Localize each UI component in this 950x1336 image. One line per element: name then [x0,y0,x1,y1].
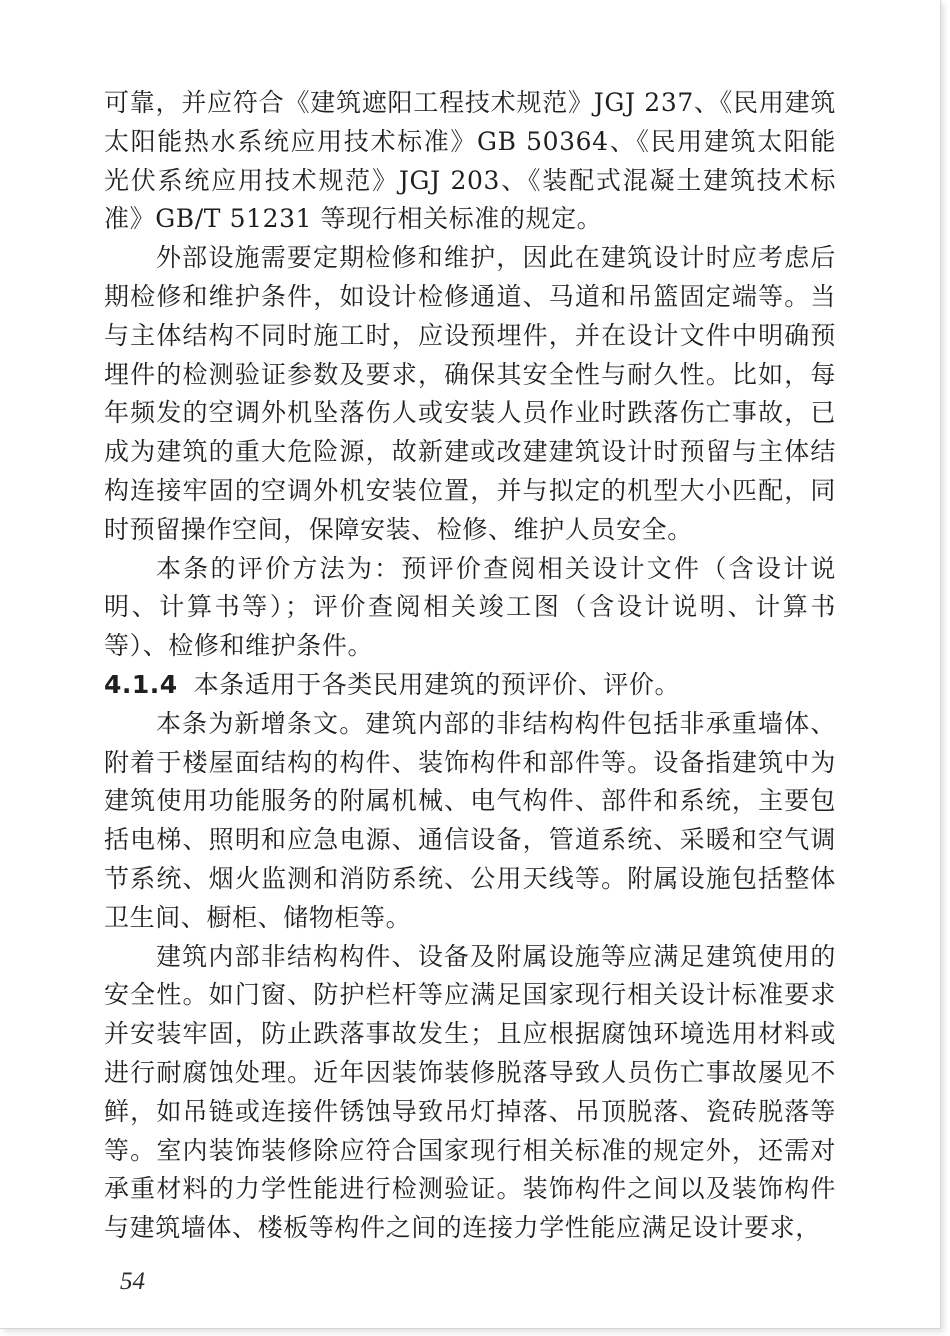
page-number: 54 [120,1268,145,1295]
paragraph-evaluation-method: 本条的评价方法为：预评价查阅相关设计文件（含设计说明、计算书等）；评价查阅相关竣工图（含设计说明、计算书等）、检修和维护条件。 [104,553,836,661]
paragraph-external-facilities: 外部设施需要定期检修和维护，因此在建筑设计时应考虑后期检修和维护条件，如设计检修通道、马道和吊篮固定端等。当与主体结构不同时施工时，应设预埋件，并在设计文件中明确预埋件的检测验证参数及要求，确保其安全性与耐久性。比如，每年频发的空调外机坠落伤人或安装人员作业时跌落伤亡事故，已成为建筑的重大危险源，故新建或改建建筑设计时预留与主体结构连接牢固的空调外机安装位置，并与拟定的机型大小匹配，同时预留操作空间，保障安装、检修、维护人员安全。 [104,243,836,544]
clause-4-1-4 [104,666,836,705]
paragraph-new-clause: 本条为新增条文。建筑内部的非结构构件包括非承重墙体、附着于楼屋面结构的构件、装饰构件和部件等。设备指建筑中为建筑使用功能服务的附属机械、电气构件、部件和系统，主要包括电梯、照明和应急电源、通信设备，管道系统、采暖和空气调节系统、烟火监测和消防系统、公用天线等。附属设施包括整体卫生间、橱柜、储物柜等。 [104,708,836,932]
clause-number: 4.1.4 [104,669,178,699]
paragraph-interior-safety: 建筑内部非结构构件、设备及附属设施等应满足建筑使用的安全性。如门窗、防护栏杆等应满足国家现行相关设计标准要求并安装牢固，防止跌落事故发生；且应根据腐蚀环境选用材料或进行耐腐蚀处理。近年因装饰装修脱落导致人员伤亡事故屡见不鲜，如吊链或连接件锈蚀导致吊灯掉落、吊顶脱落、瓷砖脱落等等。室内装饰装修除应符合国家现行相关标准的规定外，还需对承重材料的力学性能进行检测验证。装饰构件之间以及装饰构件与建筑墙体、楼板等构件之间的连接力学性能应满足设计要求， [104,941,836,1243]
body-text [104,84,836,1248]
clause-text: 本条适用于各类民用建筑的预评价、评价。 [193,669,681,699]
paragraph-standards-continuation: 可靠，并应符合《建筑遮阳工程技术规范》JGJ 237、《民用建筑太阳能热水系统应用技术标准》GB 50364、《民用建筑太阳能光伏系统应用技术规范》JGJ 203、《装配式混凝土建筑技术标准》GB/T 51231 等现行相关标准的规定。 [104,88,836,234]
